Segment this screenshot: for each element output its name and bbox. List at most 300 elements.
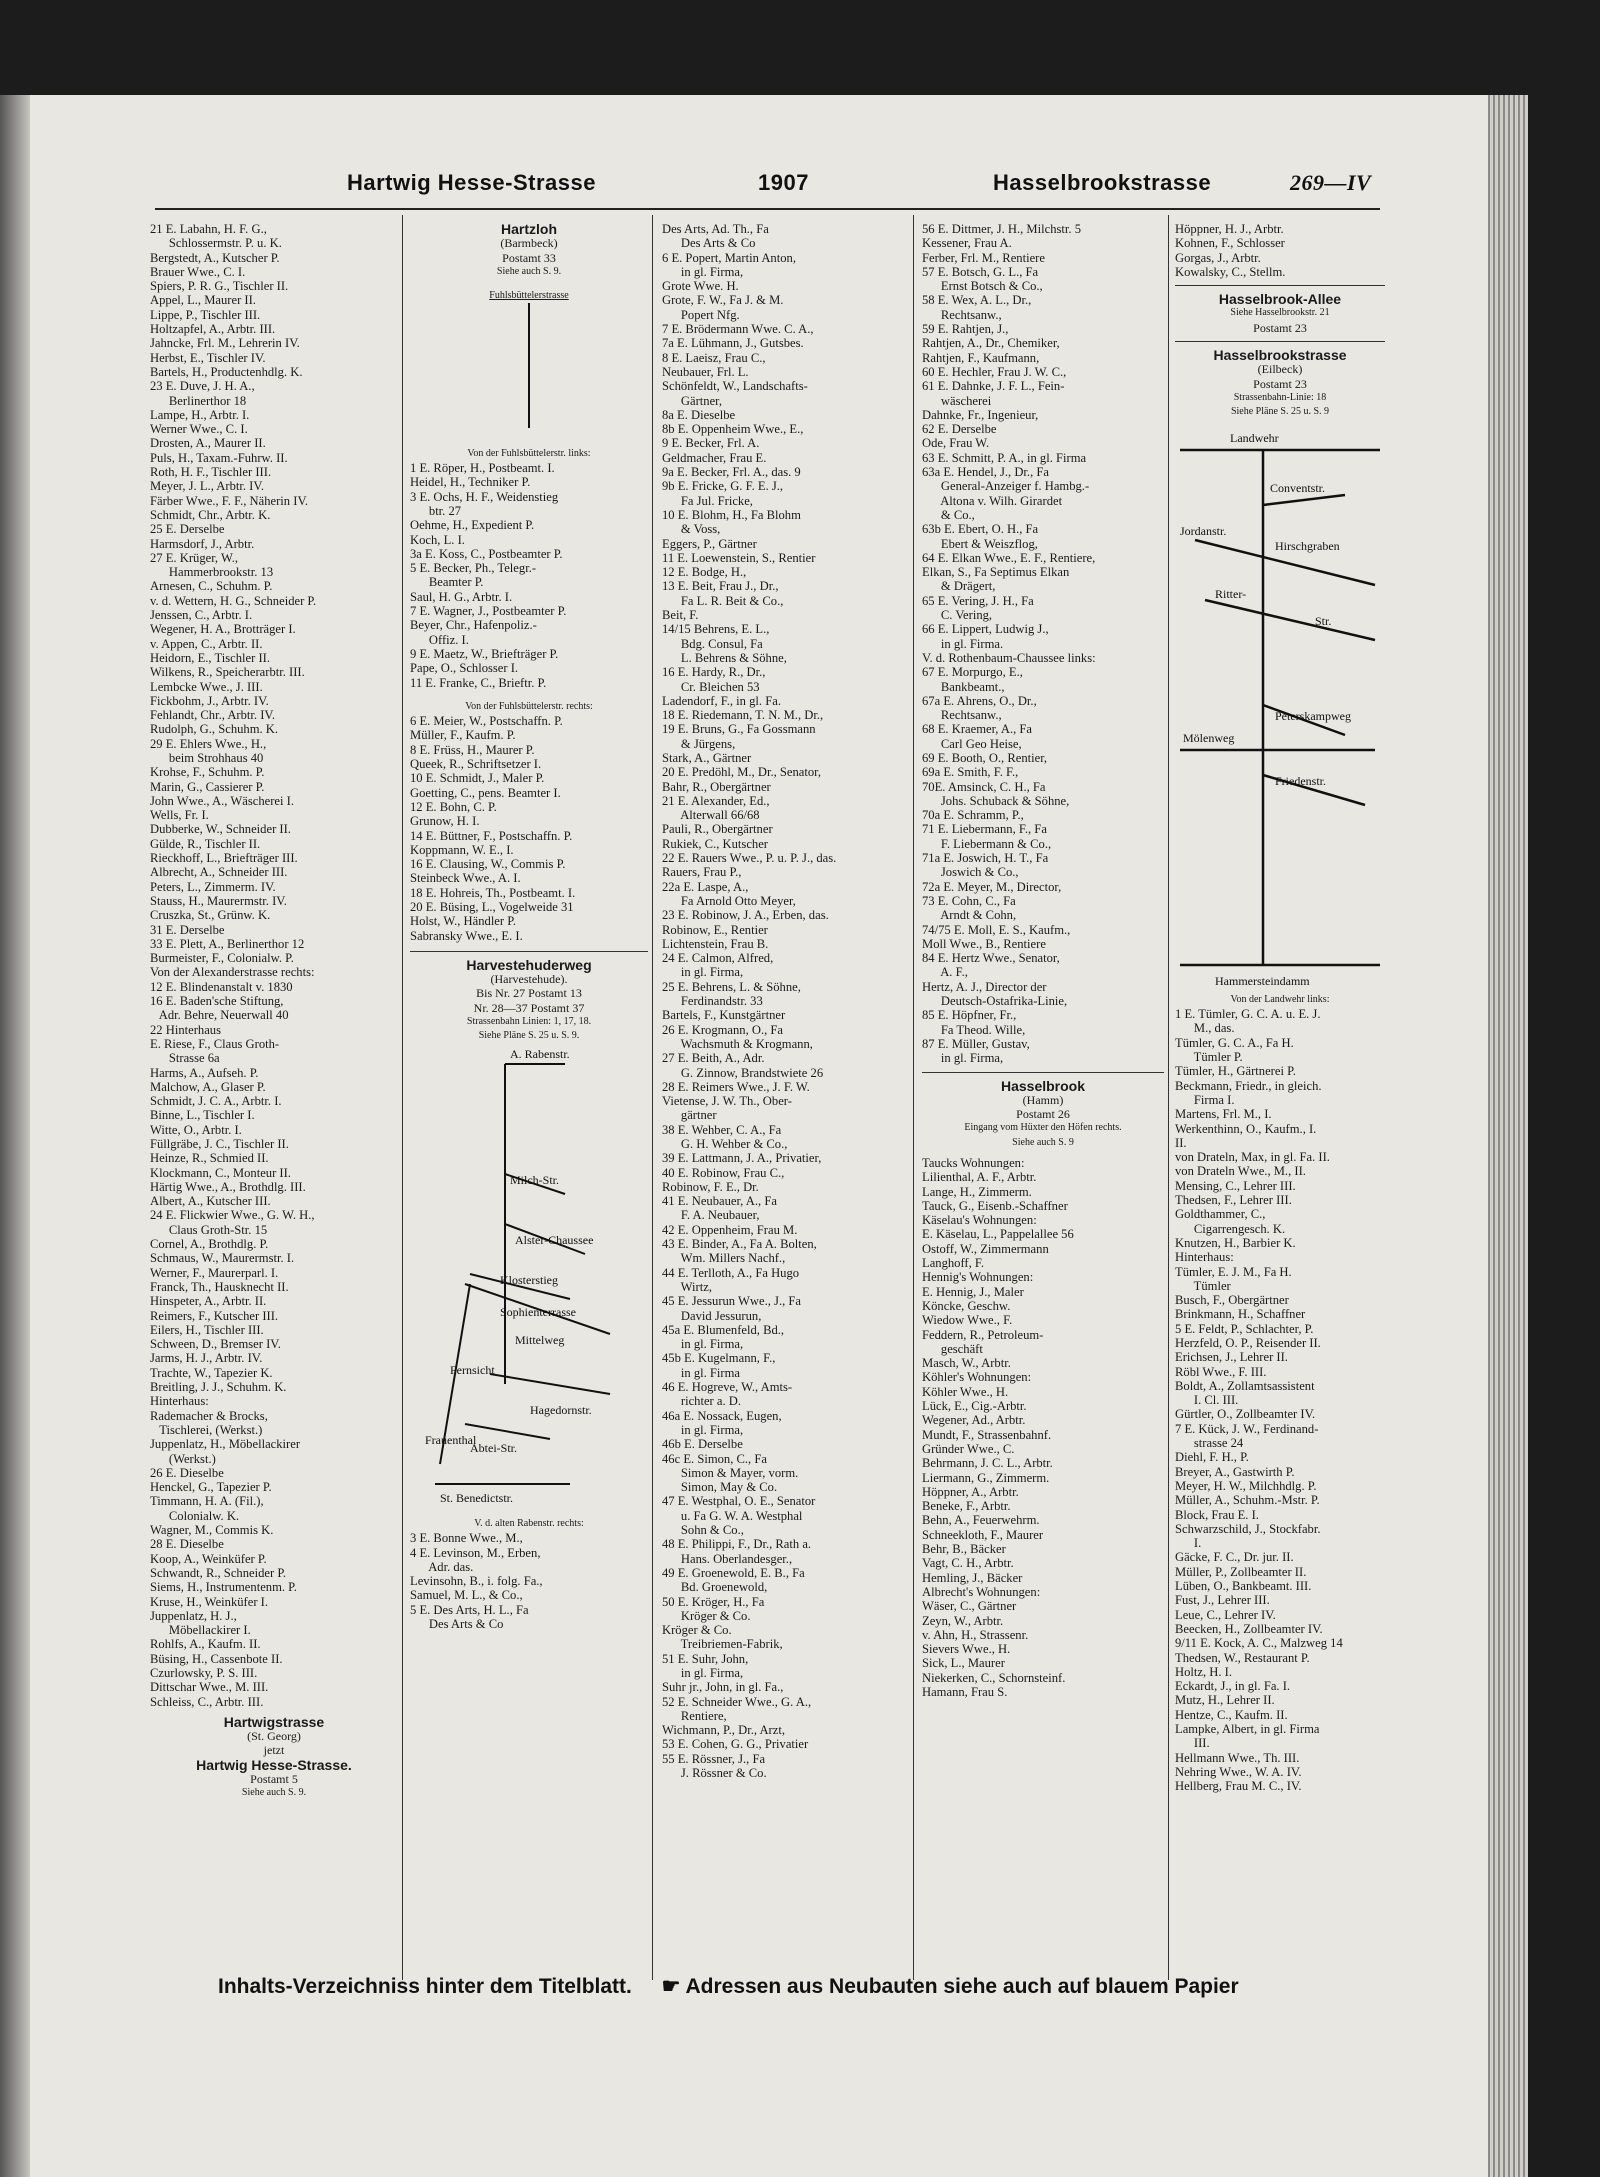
directory-entry: Beamter P. [410,575,484,590]
directory-entry: Nehring Wwe., W. A. IV. [1175,1764,1302,1779]
directory-entry: Harms, A., Aufseh. P. [150,1065,259,1080]
directory-entry: Martens, Frl. M., I. [1175,1107,1272,1122]
directory-entry: Roth, H. F., Tischler III. [150,465,272,480]
directory-entry: Höppner, H. J., Arbtr. [1175,222,1284,236]
directory-entry: 16 E. Baden'sche Stiftung, [150,994,284,1009]
directory-entry: 47 E. Westphal, O. E., Senator [662,1494,816,1509]
map-label: Hirschgraben [1275,538,1340,553]
directory-entry: 69 E. Booth, O., Rentier, [922,750,1048,765]
directory-entry: Werner Wwe., C. I. [150,422,248,437]
directory-entry: Lampe, H., Arbtr. I. [150,407,250,422]
directory-entry: Hamann, Frau S. [922,1684,1008,1699]
directory-entry: v. d. Wettern, H. G., Schneider P. [150,593,317,608]
directory-entry: 22a E. Laspe, A., [662,879,749,894]
directory-entry: 28 E. Dieselbe [150,1537,224,1552]
directory-entry: in gl. Firma, [662,1665,744,1680]
directory-entry: 11 E. Franke, C., Brieftr. P. [410,675,547,690]
directory-entry: Werkenthinn, O., Kaufm., I. [1175,1121,1317,1136]
directory-entry: Burmeister, F., Colonialw. P. [150,951,294,966]
directory-entry: Holst, W., Händler P. [410,914,517,929]
entry-list [410,1531,648,1631]
directory-entry: Behn, A., Feuerwehrm. [922,1513,1040,1528]
directory-entry: Oehme, H., Expedient P. [410,518,535,533]
directory-entry: Elkan, S., Fa Septimus Elkan [922,565,1070,580]
directory-entry: Müller, P., Zollbeamter II. [1175,1564,1307,1579]
directory-entry: Saul, H. G., Arbtr. I. [410,589,513,604]
directory-entry: geschäft [922,1341,983,1356]
directory-entry: Hemling, J., Bäcker [922,1570,1023,1585]
directory-entry: 67a E. Ahrens, O., Dr., [922,693,1037,708]
directory-entry: 46 E. Hogreve, W., Amts- [662,1380,793,1395]
directory-entry: 73 E. Cohn, C., Fa [922,893,1016,908]
directory-entry: I. [1175,1536,1202,1551]
directory-entry: 26 E. Krogmann, O., Fa [662,1022,784,1037]
directory-entry: Gründer Wwe., C. [922,1441,1015,1456]
directory-entry: Mutz, H., Lehrer II. [1175,1693,1275,1708]
directory-entry: in gl. Firma [662,1365,741,1380]
directory-entry: 39 E. Lattmann, J. A., Privatier, [662,1151,822,1166]
directory-entry: Firma I. [1175,1092,1235,1107]
directory-entry: Hennig's Wohnungen: [922,1270,1034,1285]
directory-entry: 64 E. Elkan Wwe., E. F., Rentiere, [922,550,1096,565]
directory-entry: V. d. Rothenbaum-Chaussee links: [922,650,1096,665]
directory-entry: 3a E. Koss, C., Postbeamter P. [410,546,563,561]
directory-entry: 45b E. Kugelmann, F., [662,1351,776,1366]
note: Eingang vom Hüxter den Höfen rechts. [964,1122,1122,1134]
header-right: Hasselbrookstrasse [993,170,1212,195]
directory-entry: 43 E. Binder, A., Fa A. Bolten, [662,1237,817,1252]
map-label: Abtei-Str. [470,1440,517,1455]
harvestehude-map [410,1044,648,1514]
directory-entry: 19 E. Bruns, G., Fa Gossmann [662,722,816,737]
directory-entry: 52 E. Schneider Wwe., G. A., [662,1694,812,1709]
directory-entry: 12 E. Bodge, H., [662,565,747,580]
directory-entry: Diehl, F. H., P. [1175,1450,1249,1465]
directory-entry: Beit, F. [662,608,699,623]
directory-entry: 61 E. Dahnke, J. F. L., Fein- [922,379,1065,394]
directory-entry: 21 E. Labahn, H. F. G., [150,222,267,236]
directory-entry: & Voss, [662,522,721,537]
directory-entry: General-Anzeiger f. Hambg.- [922,479,1090,494]
directory-entry: 70a E. Schramm, P., [922,808,1024,823]
directory-entry: 46b E. Derselbe [662,1437,743,1452]
directory-entry: in gl. Firma, [922,1051,1004,1066]
column-3 [662,222,910,1780]
directory-entry: 8b E. Oppenheim Wwe., E., [662,422,804,437]
directory-entry: Koch, L. I. [410,532,465,547]
directory-entry: Rechtsanw., [922,307,1002,322]
directory-entry: 46c E. Simon, C., Fa [662,1451,767,1466]
directory-entry: Mundt, F., Strassenbahnf. [922,1427,1052,1442]
map-label: Peterskampweg [1275,708,1351,723]
directory-entry: 25 E. Derselbe [150,522,225,537]
post-office: Postamt 23 [1253,376,1307,391]
page-edges [1488,95,1528,2177]
directory-entry: 71a E. Joswich, H. T., Fa [922,851,1049,866]
district: (Barmbeck) [500,236,558,251]
directory-entry: F. A. Neubauer, [662,1208,760,1223]
directory-entry: Breitling, J. J., Schuhm. K. [150,1380,287,1395]
directory-entry: 9/11 E. Kock, A. C., Malzweg 14 [1175,1636,1343,1651]
column-rule [652,215,653,1980]
directory-entry: 58 E. Wex, A. L., Dr., [922,293,1032,308]
directory-entry: Herbst, E., Tischler IV. [150,350,266,365]
directory-entry: Bahr, R., Obergärtner [662,779,771,794]
directory-entry: 18 E. Hohreis, Th., Postbeamt. I. [410,885,576,900]
reference-note: Siehe Pläne S. 25 u. S. 9. [478,1030,580,1042]
directory-entry: 8 E. Laeisz, Frau C., [662,350,766,365]
directory-entry: Tischlerei, (Werkst.) [150,1422,263,1437]
directory-entry: Joswich & Co., [922,865,1019,880]
directory-entry: J. Rössner & Co. [662,1766,767,1781]
directory-entry: 3 E. Ochs, H. F., Weidenstieg [410,489,559,504]
directory-entry: Malchow, A., Glaser P. [150,1079,266,1094]
directory-entry: Claus Groth-Str. 15 [150,1222,268,1237]
directory-entry: 7 E. Brödermann Wwe. C. A., [662,322,814,337]
district: (Harvestehude). [490,972,568,987]
directory-entry: Rahtjen, F., Kaufmann, [922,350,1040,365]
directory-entry: Breyer, A., Gastwirth P. [1175,1464,1295,1479]
directory-entry: Schwarzschild, J., Stockfabr. [1175,1521,1321,1536]
directory-entry: 87 E. Müller, Gustav, [922,1036,1030,1051]
directory-entry: Lück, E., Cig.-Arbtr. [922,1399,1027,1414]
directory-entry: Rieckhoff, L., Briefträger III. [150,851,298,866]
directory-entry: Pauli, R., Obergärtner [662,822,773,837]
reference-note: Siehe auch S. 9. [496,265,562,277]
directory-entry: Strasse 6a [150,1051,220,1066]
directory-entry: C. Vering, [922,608,993,623]
directory-entry: Erichsen, J., Lehrer II. [1175,1350,1288,1365]
directory-entry: 62 E. Derselbe [922,422,997,437]
directory-entry: 85 E. Höpfner, Fr., [922,1008,1017,1023]
directory-entry: Kröger & Co. [662,1623,732,1638]
directory-entry: Ode, Frau W. [922,436,990,451]
directory-entry: strasse 24 [1175,1436,1244,1451]
directory-entry: Beyer, Chr., Hafenpoliz.- [410,618,537,633]
directory-entry: Holtzapfel, A., Arbtr. III. [150,322,276,337]
directory-entry: Witte, O., Arbtr. I. [150,1122,242,1137]
directory-entry: Gärtner, [662,393,722,408]
map-label: St. Benedictstr. [440,1490,513,1505]
directory-entry: Eckardt, J., in gl. Fa. I. [1175,1679,1291,1694]
directory-entry: Goldthammer, C., [1175,1207,1266,1222]
directory-entry: Gürtler, O., Zollbeamter IV. [1175,1407,1316,1422]
directory-entry: E. Käselau, L., Pappelallee 56 [922,1227,1074,1242]
post-office: Postamt 26 [1016,1107,1070,1122]
directory-entry: 74/75 E. Moll, E. S., Kaufm., [922,922,1071,937]
directory-entry: 42 E. Oppenheim, Frau M. [662,1222,798,1237]
directory-entry: 9b E. Fricke, G. F. E. J., [662,479,784,494]
directory-entry: wäscherei [922,393,992,408]
directory-entry: Kröger & Co. [662,1608,751,1623]
directory-entry: Des Arts, Ad. Th., Fa [662,222,769,236]
directory-entry: Behrmann, J. C. L., Arbtr. [922,1456,1053,1471]
directory-entry: Fa L. R. Beit & Co., [662,593,784,608]
directory-entry: 40 E. Robinow, Frau C., [662,1165,785,1180]
directory-entry: Sabransky Wwe., E. I. [410,928,523,943]
directory-entry: Cornel, A., Brothdlg. P. [150,1237,269,1252]
map-label: A. Rabenstr. [510,1046,570,1061]
entry-list [922,1156,1164,1699]
directory-entry: A. F., [922,965,968,980]
directory-entry: Moll Wwe., B., Rentiere [922,936,1046,951]
directory-entry: F. Liebermann & Co., [922,836,1052,851]
directory-entry: Hammerbrookstr. 13 [150,565,274,580]
directory-entry: Holtz, H. I. [1175,1664,1233,1679]
directory-entry: Eilers, H., Tischler III. [150,1322,264,1337]
directory-entry: 3 E. Bonne Wwe., M., [410,1531,523,1546]
directory-entry: Krohse, F., Schuhm. P. [150,765,265,780]
note: jetzt [263,1743,285,1758]
directory-entry: Grunow, H. I. [410,814,480,829]
map-label: Mölenweg [1183,730,1235,745]
directory-entry: Dubberke, W., Schneider II. [150,822,291,837]
column-rule [402,215,403,1980]
pointing-hand-icon: ☛ [661,1975,681,1998]
directory-entry: Schleiss, C., Arbtr. III. [150,1694,264,1709]
district: (Hamm) [1022,1092,1064,1107]
directory-entry: Lampke, Albert, in gl. Firma [1175,1722,1320,1736]
directory-entry: Simon, May & Co. [662,1480,778,1495]
directory-entry: Schönfeldt, W., Landschafts- [662,379,808,394]
directory-entry: Offiz. I. [410,632,469,647]
directory-entry: Lüben, O., Bankbeamt. III. [1175,1579,1312,1594]
directory-entry: Fa Arnold Otto Meyer, [662,893,796,908]
directory-entry: Alterwall 66/68 [662,808,760,823]
directory-entry: in gl. Firma, [662,965,744,980]
map-label: Mittelweg [515,1332,565,1347]
directory-entry: Heinze, R., Schmied II. [150,1151,269,1166]
footer [218,1974,1378,1999]
directory-entry: u. Fa G. W. A. Westphal [662,1508,803,1523]
directory-entry: Niekerken, C., Schornsteinf. [922,1670,1066,1685]
map-label: Sophienterrasse [500,1304,576,1319]
directory-entry: Albert, A., Kutscher III. [150,1194,271,1209]
directory-entry: Goetting, C., pens. Beamter I. [410,785,561,800]
directory-entry: Carl Geo Heise, [922,736,1022,751]
directory-entry: III. [1175,1736,1210,1751]
directory-entry: Colonialw. K. [150,1508,240,1523]
street-title: Hasselbrookstrasse [1213,347,1347,364]
directory-entry: Suhr jr., John, in gl. Fa., [662,1680,784,1695]
directory-entry: Brauer Wwe., C. I. [150,264,246,279]
directory-entry: Rukiek, C., Kutscher [662,836,768,851]
street-title: Hasselbrook [1000,1077,1086,1094]
directory-entry: 66 E. Lippert, Ludwig J., [922,622,1049,637]
directory-entry: Boldt, A., Zollamtsassistent [1175,1378,1315,1393]
directory-entry: Kohnen, F., Schlosser [1175,236,1285,251]
directory-entry: Tauck, G., Eisenb.-Schaffner [922,1198,1068,1213]
directory-entry: Bergstedt, A., Kutscher P. [150,250,280,265]
map-label: Milch-Str. [510,1172,560,1187]
directory-entry: Neubauer, Frl. L. [662,364,749,379]
directory-entry: Schmidt, J. C. A., Arbtr. I. [150,1094,282,1109]
directory-entry: Büsing, H., Cassenbote II. [150,1651,283,1666]
directory-entry: Lippe, P., Tischler III. [150,307,261,322]
directory-entry: Tümler, G. C. A., Fa H. [1175,1035,1294,1050]
directory-entry: Levinsohn, B., i. folg. Fa., [410,1574,543,1589]
directory-entry: Fust, J., Lehrer III. [1175,1593,1270,1608]
directory-entry: Wagner, M., Commis K. [150,1523,274,1538]
directory-entry: Albrecht's Wohnungen: [922,1584,1041,1599]
directory-entry: 12 E. Blindenanstalt v. 1830 [150,979,293,994]
directory-entry: 22 E. Rauers Wwe., P. u. P. J., das. [662,851,837,866]
directory-entry: 65 E. Vering, J. H., Fa [922,593,1034,608]
directory-entry: Fa Jul. Fricke, [662,493,753,508]
directory-entry: Adr. Behre, Neuerwall 40 [150,1008,289,1023]
directory-entry: Beneke, F., Arbtr. [922,1499,1011,1514]
header-rule [155,208,1380,210]
directory-entry: Wm. Millers Nachf., [662,1251,786,1266]
street-title: Hartwig Hesse-Strasse. [196,1756,352,1773]
directory-entry: Block, Frau E. I. [1175,1507,1259,1522]
directory-entry: Rohlfs, A., Kaufm. II. [150,1637,261,1652]
directory-entry: Samuel, M. L., & Co., [410,1588,523,1603]
directory-entry: & Drägert, [922,579,996,594]
directory-entry: 67 E. Morpurgo, E., [922,665,1023,680]
map-label: Str. [1315,613,1332,628]
directory-entry: Zeyn, W., Arbtr. [922,1613,1004,1628]
directory-entry: Simon & Mayer, vorm. [662,1465,799,1480]
map-label: Frauenthal [425,1432,477,1447]
directory-entry: Rahtjen, A., Dr., Chemiker, [922,336,1060,351]
directory-entry: Bartels, F., Kunstgärtner [662,1008,786,1023]
directory-entry: Hentze, C., Kaufm. II. [1175,1707,1288,1722]
directory-entry: 6 E. Meier, W., Postschaffn. P. [410,714,563,729]
directory-entry: Lichtenstein, Frau B. [662,936,769,951]
map-label: Jordanstr. [1180,523,1227,538]
directory-entry: Wichmann, P., Dr., Arzt, [662,1723,785,1738]
directory-entry: Czurlowsky, P. S. III. [150,1665,258,1680]
directory-entry: 63b E. Ebert, O. H., Fa [922,522,1039,537]
entry-list [1175,1007,1385,1793]
reference-note: Siehe auch S. 9 [1012,1136,1074,1148]
directory-entry: 9 E. Maetz, W., Briefträger P. [410,646,559,661]
map-label: Alster-Chaussee [515,1232,594,1247]
directory-entry: Herzfeld, O. P., Reisender II. [1175,1335,1321,1350]
directory-entry: 7 E. Wagner, J., Postbeamter P. [410,604,567,619]
directory-entry: Gäcke, F. C., Dr. jur. II. [1175,1550,1294,1565]
directory-entry: Rechtsanw., [922,708,1002,723]
page-number: 269—IV [1290,170,1372,195]
directory-entry: 6 E. Popert, Martin Anton, [662,250,796,265]
directory-entry: 14/15 Behrens, E. L., [662,622,770,637]
directory-entry: Bdg. Consul, Fa [662,636,763,651]
directory-entry: 24 E. Flickwier Wwe., G. W. H., [150,1208,315,1223]
directory-entry: (Werkst.) [150,1451,216,1466]
directory-entry: Ernst Botsch & Co., [922,279,1043,294]
directory-entry: Bankbeamt., [922,679,1005,694]
directory-entry: Lange, H., Zimmerm. [922,1184,1032,1199]
directory-entry: 68 E. Kraemer, A., Fa [922,722,1033,737]
directory-entry: Johs. Schuback & Söhne, [922,793,1070,808]
directory-entry: Knutzen, H., Barbier K. [1175,1235,1296,1250]
directory-entry: Appel, L., Maurer II. [150,293,256,308]
directory-entry: 13 E. Beit, Frau J., Dr., [662,579,779,594]
directory-entry: 51 E. Suhr, John, [662,1651,749,1666]
street-title: Hartzloh [501,221,557,237]
directory-entry: E. Hennig, J., Maler [922,1284,1024,1299]
column-4 [922,222,1164,1699]
directory-entry: John Wwe., A., Wäscherei I. [150,793,294,808]
directory-entry: Cigarrengesch. K. [1175,1221,1286,1236]
directory-entry: Kessener, Frau A. [922,236,1012,251]
directory-entry: Steinbeck Wwe., A. I. [410,871,521,886]
directory-entry: Eggers, P., Gärtner [662,536,757,551]
directory-entry: Füllgräbe, J. C., Tischler II. [150,1137,289,1151]
previous-page-edge [0,95,32,2177]
directory-entry: Bartels, H., Productenhdlg. K. [150,364,303,379]
directory-entry: 20 E. Predöhl, M., Dr., Senator, [662,765,822,780]
directory-entry: Werner, F., Maurerparl. I. [150,1265,279,1280]
directory-entry: Masch, W., Arbtr. [922,1356,1011,1371]
directory-entry: Schmaus, W., Maurermstr. I. [150,1251,295,1266]
map-label: Hammersteindamm [1215,973,1310,988]
directory-entry: 16 E. Hardy, R., Dr., [662,665,766,680]
directory-entry: David Jessurun, [662,1308,762,1323]
directory-entry: Koppmann, W. E., I. [410,842,514,857]
directory-entry: Vietense, J. W. Th., Ober- [662,1094,792,1109]
directory-entry: Schneekloth, F., Maurer [922,1527,1044,1542]
directory-entry: Schwandt, R., Schneider P. [150,1565,287,1580]
directory-entry: Tümler, E. J. M., Fa H. [1175,1264,1292,1279]
directory-entry: Peters, L., Zimmerm. IV. [150,879,276,894]
directory-entry: 70E. Amsinck, C. H., Fa [922,779,1046,794]
entry-list [410,461,648,690]
directory-entry: Wegener, H. A., Brotträger I. [150,622,296,637]
directory-entry: Hertz, A. J., Director der [922,979,1047,994]
directory-entry: 5 E. Feldt, P., Schlachter, P. [1175,1321,1314,1336]
directory-entry: Thedsen, W., Restaurant P. [1175,1650,1310,1665]
directory-entry: Dittschar Wwe., M. III. [150,1680,269,1695]
directory-entry: Mensing, C., Lehrer III. [1175,1178,1296,1193]
directory-entry: v. Appen, C., Arbtr. II. [150,636,263,651]
directory-entry: Wäser, C., Gärtner [922,1599,1017,1614]
directory-entry: Pape, O., Schlosser I. [410,661,519,676]
directory-entry: 8 E. Früss, H., Maurer P. [410,742,535,757]
reference-note: Siehe Pläne S. 25 u. S. 9 [1230,406,1330,418]
directory-entry: Hellberg, Frau M. C., IV. [1175,1779,1302,1794]
directory-entry: Juppenlatz, H., Möbellackirer [150,1437,301,1452]
tram-lines: Strassenbahn Linien: 1, 17, 18. [466,1016,592,1028]
directory-entry: 1 E. Tümler, G. C. A. u. E. J. [1175,1007,1321,1022]
directory-entry: Henckel, G., Tapezier P. [150,1480,272,1495]
street-title: Hasselbrook-Allee [1218,291,1342,308]
directory-entry: Albrecht, A., Schneider III. [150,865,288,880]
reference-note: Siehe Hasselbrookstr. 21 [1230,307,1330,319]
section-heading: Von der Fuhlsbüttelerstr. rechts: [465,700,593,712]
directory-entry: 69a E. Smith, F. F., [922,765,1019,780]
directory-entry: 14 E. Büttner, F., Postschaffn. P. [410,828,573,843]
entry-list [922,222,1164,1066]
directory-entry: Jarms, H. J., Arbtr. IV. [150,1351,263,1366]
directory-entry: 60 E. Hechler, Frau J. W. C., [922,364,1067,379]
section-heading: Von der Fuhlsbüttelerstr. links: [467,447,591,459]
directory-entry: Hellmann Wwe., Th. III. [1175,1750,1300,1765]
directory-entry: Köncke, Geschw. [922,1298,1011,1313]
directory-entry: 48 E. Philippi, F., Dr., Rath a. [662,1537,812,1552]
directory-entry: Sick, L., Maurer [922,1656,1005,1671]
header-year: 1907 [758,170,809,195]
directory-entry: Härtig Wwe., A., Brothdlg. III. [150,1179,306,1194]
directory-entry: M., das. [1175,1021,1235,1036]
directory-entry: Stark, A., Gärtner [662,750,752,765]
directory-entry: Ostoff, W., Zimmermann [922,1241,1049,1256]
directory-entry: Taucks Wohnungen: [922,1156,1025,1170]
column-rule [1168,215,1169,1980]
directory-entry: Ferber, Frl. M., Rentiere [922,250,1045,265]
directory-entry: Ladendorf, F., in gl. Fa. [662,693,781,708]
